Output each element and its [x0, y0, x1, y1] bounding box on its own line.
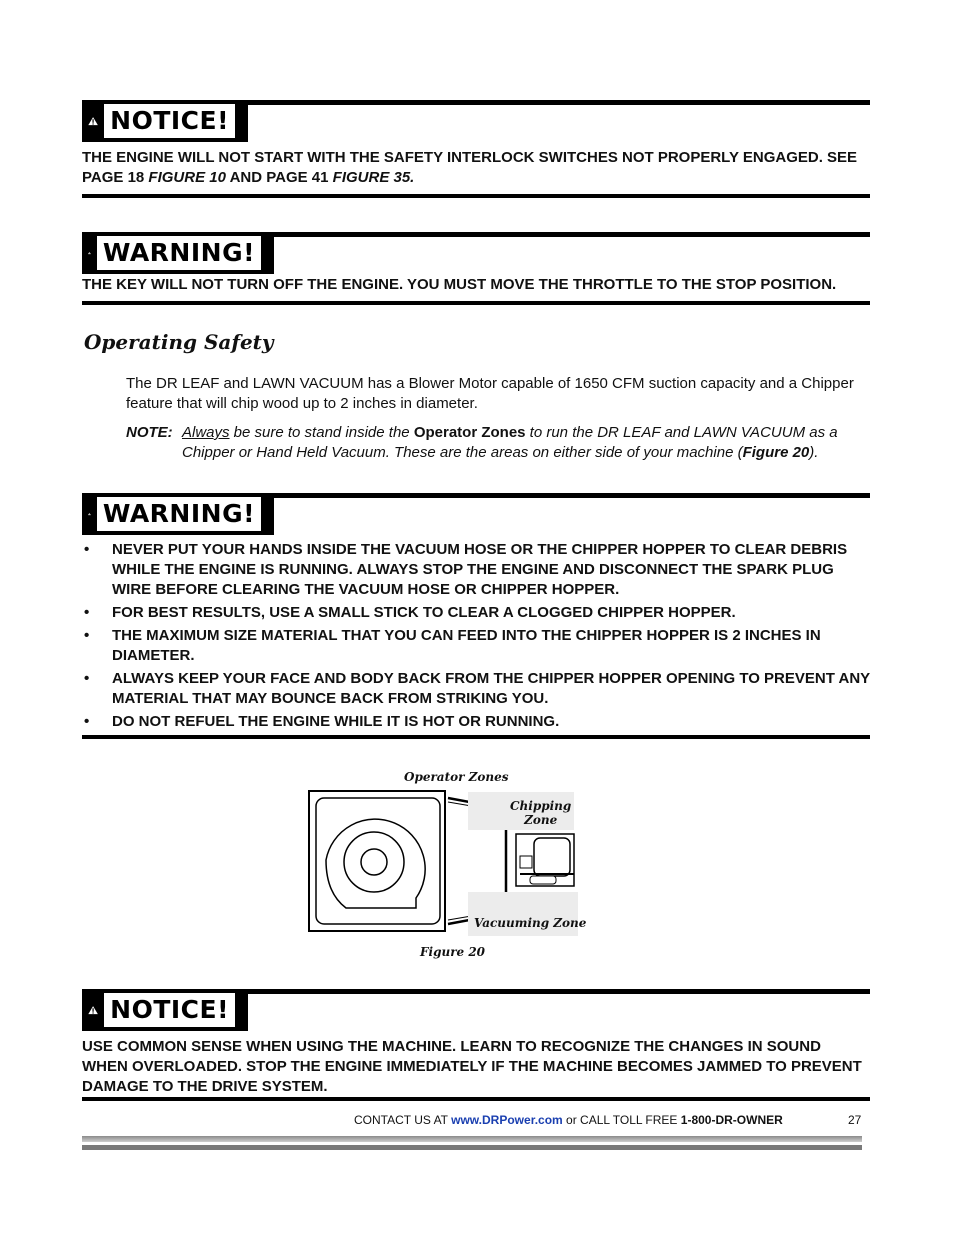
figure-title: Operator Zones: [404, 770, 509, 784]
notice-label-box: [82, 989, 248, 1031]
phone-number: 1-800-DR-OWNER: [680, 1113, 783, 1127]
notice-text: USE COMMON SENSE WHEN USING THE MACHINE. LEARN TO RECOGNIZE THE CHANGES IN SOUND WHEN OVERLOADED. STOP THE ENGINE IMMEDIATELY IF THE MACHINE BECOMES JAMMED TO PREVENT DAMAGE TO THE DRIVE SYSTEM.: [82, 1038, 862, 1095]
notice-block-2: [82, 989, 870, 1097]
warning-block-2: [82, 493, 870, 735]
warning-label-box: [82, 232, 274, 274]
notice-banner: [82, 100, 870, 142]
website-link[interactable]: www.DRPower.com: [451, 1113, 563, 1127]
list-item: • FOR BEST RESULTS, USE A SMALL STICK TO CLEAR A CLOGGED CHIPPER HOPPER.: [84, 604, 736, 621]
warning-bullet-list: [82, 540, 870, 732]
intro-paragraph: The DR LEAF and LAWN VACUUM has a Blower Motor capable of 1650 CFM suction capacity and a Chipper feature that will chip wood up to 2 inches in diameter.: [126, 375, 854, 412]
page-number: 27: [848, 1113, 862, 1127]
section-heading: Operating Safety: [84, 330, 274, 354]
list-item: • NEVER PUT YOUR HANDS INSIDE THE VACUUM HOSE OR THE CHIPPER HOPPER TO CLEAR DEBRIS WHILE THE ENGINE IS RUNNING. ALWAYS STOP THE ENGINE AND DISCONNECT THE SPARK PLUG WIRE BEFORE CLEARING THE VACUUM HOSE OR CHIPPER HOPPER.: [84, 541, 848, 598]
warning-banner: [82, 493, 870, 535]
warning-triangle-icon: [88, 995, 98, 1025]
warning-label: WARNING!: [97, 236, 261, 270]
list-item: • DO NOT REFUEL THE ENGINE WHILE IT IS HOT OR RUNNING.: [84, 713, 560, 730]
warning-triangle-icon: [88, 238, 91, 268]
list-item: • THE MAXIMUM SIZE MATERIAL THAT YOU CAN FEED INTO THE CHIPPER HOPPER IS 2 INCHES IN DIAMETER.: [84, 627, 821, 664]
warning-label-box: [82, 493, 274, 535]
warning-label: WARNING!: [97, 497, 261, 531]
note-label: NOTE:: [126, 424, 173, 441]
note-body: Always be sure to stand inside the Operator Zones to run the DR LEAF and LAWN VACUUM as a Chipper or Hand Held Vacuum. These are the areas on either side of your machine (Figure 20).: [182, 424, 838, 461]
notice-label: NOTICE!: [104, 104, 235, 138]
notice-block-1: [82, 100, 870, 188]
list-item: • ALWAYS KEEP YOUR FACE AND BODY BACK FROM THE CHIPPER HOPPER OPENING TO PREVENT ANY MATERIAL THAT MAY BOUNCE BACK FROM STRIKING YOU.: [84, 670, 870, 707]
notice-text: THE ENGINE WILL NOT START WITH THE SAFETY INTERLOCK SWITCHES NOT PROPERLY ENGAGED. SEE PAGE 18 FIGURE 10 AND PAGE 41 FIGURE 35.: [82, 149, 858, 186]
notice-label-box: [82, 100, 248, 142]
footer-bar: [82, 1136, 862, 1142]
vacuuming-zone-label: Vacuuming Zone: [474, 916, 587, 930]
figure-caption: Figure 20: [420, 945, 486, 959]
notice-bottom-rule: [82, 1097, 870, 1101]
notice-banner: [82, 989, 870, 1031]
warning-banner: [82, 232, 870, 274]
warning-bottom-rule: [82, 735, 870, 739]
warning-text: THE KEY WILL NOT TURN OFF THE ENGINE. YOU MUST MOVE THE THROTTLE TO THE STOP POSITION.: [82, 276, 837, 293]
footer-bar-lower: [82, 1145, 862, 1150]
warning-triangle-icon: [88, 106, 98, 136]
notice-label: NOTICE!: [104, 993, 235, 1027]
footer-contact: CONTACT US AT www.DRPower.com or CALL TOLL FREE 1-800-DR-OWNER: [354, 1113, 783, 1127]
warning-triangle-icon: [88, 499, 91, 529]
notice-bottom-rule: [82, 194, 870, 198]
note-paragraph: [126, 423, 866, 463]
chipping-zone-label: Chipping Zone: [510, 799, 572, 827]
warning-bottom-rule: [82, 301, 870, 305]
warning-block-1: [82, 232, 870, 295]
